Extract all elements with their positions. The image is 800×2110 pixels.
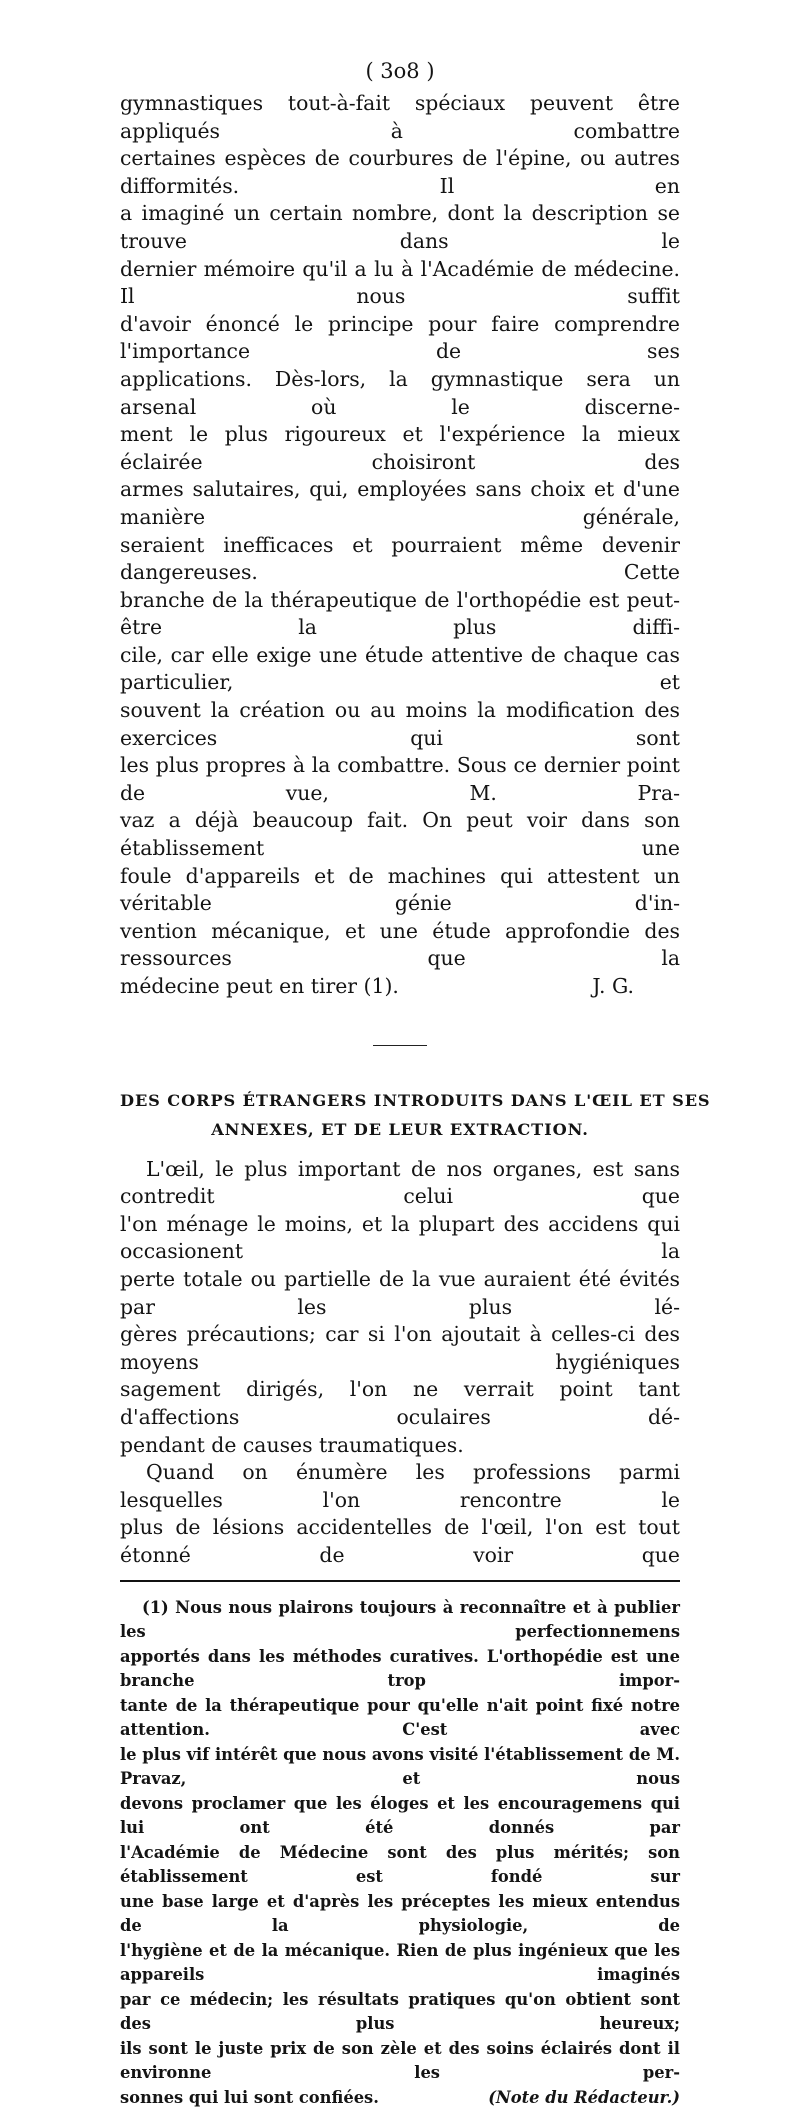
text-line: a imaginé un certain nombre, dont la description se trouve dans le — [120, 200, 680, 255]
continuation-paragraph — [120, 90, 680, 1001]
footnote-reference-line: médecine peut en tirer (1). — [120, 973, 399, 1001]
text-line: Quand on énumère les professions parmi lesquelles l'on rencontre le — [120, 1459, 680, 1514]
section-separator — [373, 1045, 427, 1046]
footnote-rule — [120, 1580, 680, 1582]
text-line: l'on ménage le moins, et la plupart des accidens qui occasionent la — [120, 1211, 680, 1266]
text-line: certaines espèces de courbures de l'épine, ou autres difformités. Il en — [120, 145, 680, 200]
text-line: seraient inefficaces et pourraient même devenir dangereuses. Cette — [120, 532, 680, 587]
text-line: pendant de causes traumatiques. — [120, 1432, 680, 1460]
text-line: d'avoir énoncé le principe pour faire comprendre l'importance de ses — [120, 311, 680, 366]
article-title-line: DES CORPS ÉTRANGERS INTRODUITS DANS L'ŒIL ET SES — [120, 1086, 680, 1115]
text-line: souvent la création ou au moins la modification des exercices qui sont — [120, 697, 680, 752]
footnote-line: ils sont le juste prix de son zèle et des soins éclairés dont il environne les per- — [120, 2037, 680, 2086]
footnote-line: (1) Nous nous plairons toujours à reconnaître et à publier les perfectionnemens — [120, 1596, 680, 1645]
text-line: gymnastiques tout-à-fait spéciaux peuvent être appliqués à combattre — [120, 90, 680, 145]
footnote-line: sonnes qui lui sont confiées. — [120, 2086, 379, 2110]
text-line: armes salutaires, qui, employées sans choix et d'une manière générale, — [120, 476, 680, 531]
text-line: dernier mémoire qu'il a lu à l'Académie de médecine. Il nous suffit — [120, 256, 680, 311]
footnote-closing-line — [120, 2086, 680, 2110]
text-line: plus de lésions accidentelles de l'œil, l'on est tout étonné de voir que — [120, 1514, 680, 1569]
text-line: ment le plus rigoureux et l'expérience la mieux éclairée choisiront des — [120, 421, 680, 476]
editor-note-credit: (Note du Rédacteur.) — [488, 2086, 680, 2110]
author-signature: J. G. — [592, 973, 680, 1001]
footnote-line: l'hygiène et de la mécanique. Rien de plus ingénieux que les appareils imaginés — [120, 1939, 680, 1988]
page-number: ( 3o8 ) — [120, 56, 680, 86]
text-line: branche de la thérapeutique de l'orthopédie est peut-être la plus diffi- — [120, 587, 680, 642]
footnote-line: une base large et d'après les préceptes les mieux entendus de la physiologie, de — [120, 1890, 680, 1939]
article-title-line: ANNEXES, ET DE LEUR EXTRACTION. — [120, 1115, 680, 1144]
footnote-line: le plus vif intérêt que nous avons visité l'établissement de M. Pravaz, et nous — [120, 1743, 680, 1792]
footnote-line: tante de la thérapeutique pour qu'elle n'ait point fixé notre attention. C'est avec — [120, 1694, 680, 1743]
text-line: foule d'appareils et de machines qui attestent un véritable génie d'in- — [120, 863, 680, 918]
footnote — [120, 1596, 680, 2110]
article-title — [120, 1086, 680, 1144]
text-line: vention mécanique, et une étude approfondie des ressources que la — [120, 918, 680, 973]
text-line: les plus propres à la combattre. Sous ce dernier point de vue, M. Pra- — [120, 752, 680, 807]
footnote-line: devons proclamer que les éloges et les encouragemens qui lui ont été donnés par — [120, 1792, 680, 1841]
text-line: applications. Dès-lors, la gymnastique sera un arsenal où le discerne- — [120, 366, 680, 421]
text-line: cile, car elle exige une étude attentive de chaque cas particulier, et — [120, 642, 680, 697]
text-line: sagement dirigés, l'on ne verrait point tant d'affections oculaires dé- — [120, 1376, 680, 1431]
article-paragraph-2 — [120, 1459, 680, 1569]
footnote-line: l'Académie de Médecine sont des plus mérités; son établissement est fondé sur — [120, 1841, 680, 1890]
text-line: gères précautions; car si l'on ajoutait à celles-ci des moyens hygiéniques — [120, 1321, 680, 1376]
footnote-line: apportés dans les méthodes curatives. L'orthopédie est une branche trop impor- — [120, 1645, 680, 1694]
article-paragraph-1 — [120, 1156, 680, 1460]
signoff-line — [120, 973, 680, 1001]
footnote-line: par ce médecin; les résultats pratiques qu'on obtient sont des plus heureux; — [120, 1988, 680, 2037]
book-page — [120, 56, 680, 2110]
text-line: L'œil, le plus important de nos organes, est sans contredit celui que — [120, 1156, 680, 1211]
text-line: vaz a déjà beaucoup fait. On peut voir dans son établissement une — [120, 807, 680, 862]
text-line: perte totale ou partielle de la vue auraient été évités par les plus lé- — [120, 1266, 680, 1321]
